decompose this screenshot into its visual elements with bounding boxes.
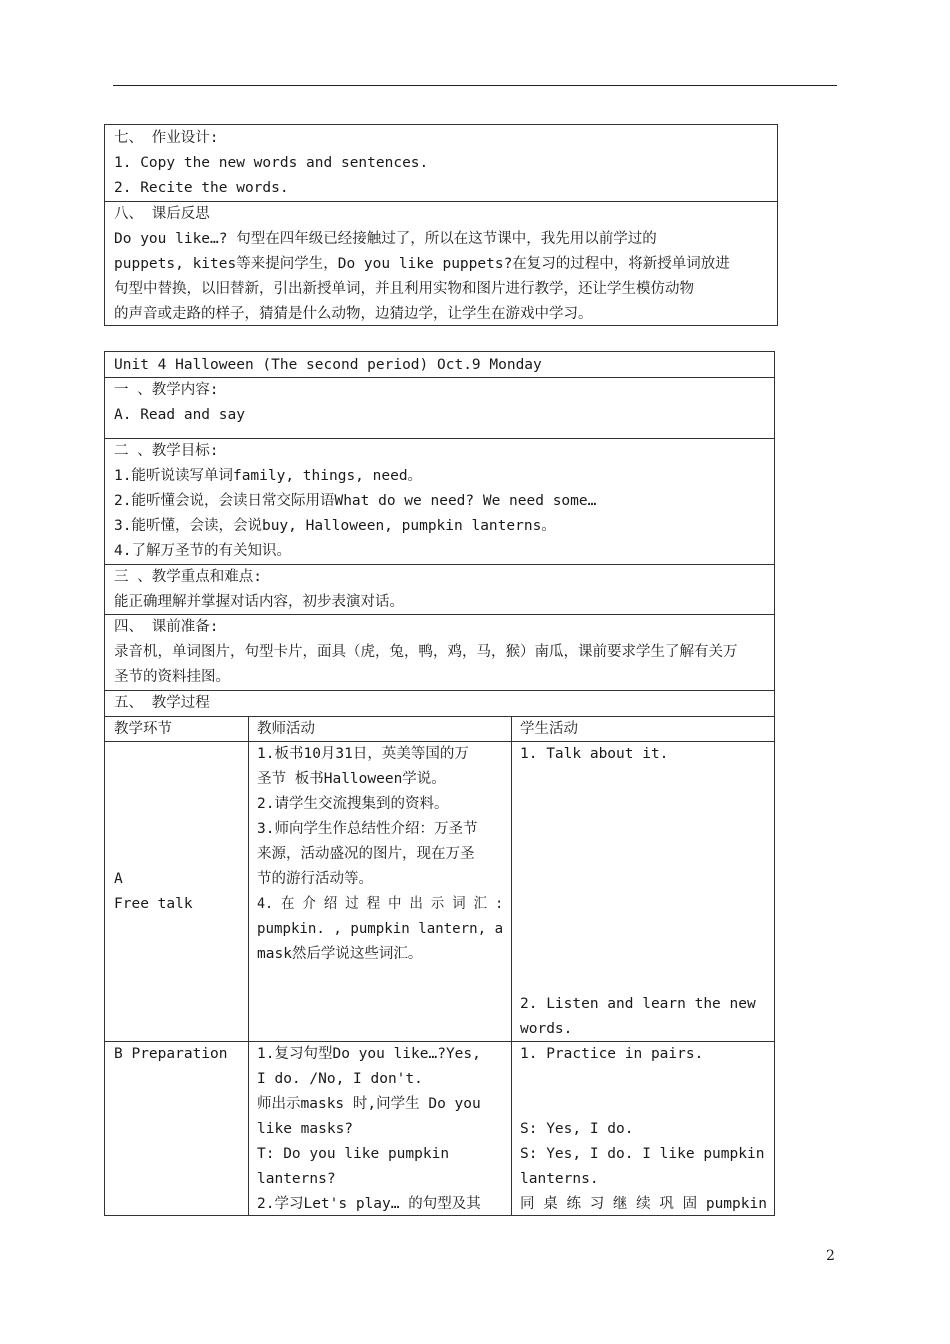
lesson-plan-table bbox=[104, 351, 775, 1216]
prep-line: 圣节的资料挂图。 bbox=[114, 669, 230, 685]
teacher-line: 1.复习句型Do you like…?Yes, bbox=[257, 1046, 481, 1062]
keypoints-line: 能正确理解并掌握对话内容，初步表演对话。 bbox=[114, 594, 404, 610]
teacher-line: 来源，活动盛况的图片，现在万圣 bbox=[257, 846, 475, 862]
reflection-heading: 八、 课后反思 bbox=[114, 206, 210, 222]
page-number: 2 bbox=[826, 1248, 835, 1264]
content-heading: 一 、教学内容: bbox=[114, 382, 219, 398]
prep-heading: 四、 课前准备: bbox=[114, 619, 219, 635]
teacher-line: pumpkin. , pumpkin lantern, a bbox=[257, 921, 504, 937]
stage-label: B Preparation bbox=[114, 1046, 228, 1062]
teacher-line: mask然后学说这些词汇。 bbox=[257, 946, 423, 962]
column-header-stage: 教学环节 bbox=[114, 721, 172, 737]
process-heading: 五、 教学过程 bbox=[114, 695, 210, 711]
goals-heading: 二 、教学目标: bbox=[114, 443, 219, 459]
teacher-line: 3.师向学生作总结性介绍：万圣节 bbox=[257, 821, 478, 837]
teacher-line: 4. 在 介 绍 过 程 中 出 示 词 汇 : bbox=[257, 896, 504, 912]
teacher-line: lanterns? bbox=[257, 1171, 336, 1187]
column-header-teacher: 教师活动 bbox=[257, 721, 315, 737]
prep-line: 录音机，单词图片，句型卡片，面具（虎，兔，鸭，鸡，马，猴）南瓜，课前要求学生了解有关万 bbox=[114, 644, 738, 660]
teacher-line: like masks? bbox=[257, 1121, 354, 1137]
student-line: S: Yes, I do. I like pumpkin bbox=[520, 1146, 765, 1162]
teacher-line: 2.学习Let's play… 的句型及其 bbox=[257, 1196, 481, 1212]
student-line: lanterns. bbox=[520, 1171, 599, 1187]
header-rule bbox=[113, 85, 837, 86]
reflection-line: puppets, kites等来提问学生，Do you like puppets?在复习的过程中，将新授单词放进 bbox=[114, 256, 730, 272]
homework-item: 1. Copy the new words and sentences. bbox=[114, 155, 429, 171]
goals-line: 2.能听懂会说，会读日常交际用语What do we need? We need some… bbox=[114, 493, 597, 509]
goals-line: 4.了解万圣节的有关知识。 bbox=[114, 543, 291, 559]
teacher-line: 1.板书10月31日，英美等国的万 bbox=[257, 746, 469, 762]
column-divider bbox=[511, 716, 512, 1215]
keypoints-heading: 三 、教学重点和难点: bbox=[114, 569, 262, 585]
teacher-line: T: Do you like pumpkin bbox=[257, 1146, 450, 1162]
teacher-line: 师出示masks 时,问学生 Do you bbox=[257, 1096, 481, 1112]
reflection-line: Do you like…? 句型在四年级已经接触过了，所以在这节课中，我先用以前学过的 bbox=[114, 231, 657, 247]
homework-heading: 七、 作业设计: bbox=[114, 130, 219, 146]
student-line: 1. Practice in pairs. bbox=[520, 1046, 704, 1062]
student-line: 2. Listen and learn the new bbox=[520, 996, 756, 1012]
student-line: 1. Talk about it. bbox=[520, 746, 669, 762]
homework-reflection-table bbox=[104, 124, 778, 326]
homework-item: 2. Recite the words. bbox=[114, 180, 289, 196]
column-header-student: 学生活动 bbox=[520, 721, 578, 737]
teacher-line: I do. /No, I don't. bbox=[257, 1071, 423, 1087]
lesson-title: Unit 4 Halloween (The second period) Oct.9 Monday bbox=[114, 357, 542, 373]
teacher-line: 圣节 板书Halloween学说。 bbox=[257, 771, 446, 787]
student-line: S: Yes, I do. bbox=[520, 1121, 634, 1137]
content-line: A. Read and say bbox=[114, 407, 245, 423]
student-line: words. bbox=[520, 1021, 573, 1037]
stage-label: Free talk bbox=[114, 896, 193, 912]
stage-label: A bbox=[114, 871, 123, 887]
column-divider bbox=[248, 716, 249, 1215]
student-line: 同 桌 练 习 继 续 巩 固 pumpkin bbox=[520, 1196, 767, 1212]
reflection-line: 的声音或走路的样子，猜猜是什么动物，边猜边学，让学生在游戏中学习。 bbox=[114, 306, 593, 322]
goals-line: 1.能听说读写单词family, things, need。 bbox=[114, 468, 423, 484]
reflection-line: 句型中替换，以旧替新，引出新授单词，并且利用实物和图片进行教学，还让学生模仿动物 bbox=[114, 281, 694, 297]
teacher-line: 节的游行活动等。 bbox=[257, 871, 373, 887]
goals-line: 3.能听懂，会读，会说buy, Halloween, pumpkin lanterns。 bbox=[114, 518, 556, 534]
row-divider bbox=[105, 716, 774, 717]
teacher-line: 2.请学生交流搜集到的资料。 bbox=[257, 796, 449, 812]
